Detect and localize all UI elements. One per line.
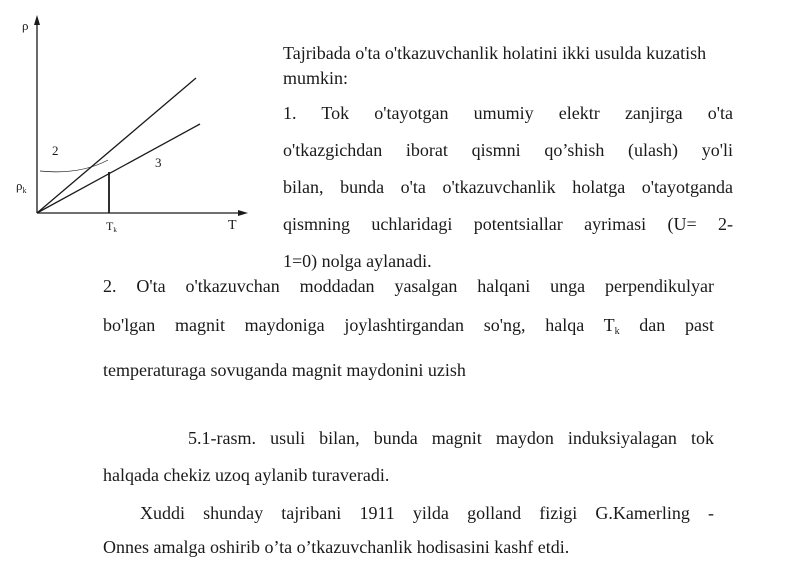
y-axis-arrow-icon [34,15,40,25]
method-1-line: 1=0) nolga aylanadi. [283,251,432,271]
x-axis-arrow-icon [238,210,248,216]
right-text-column [283,41,733,280]
method-2-line: 2. O'ta o'tkazuvchan moddadan yasalgan halqani unga perpendikulyar [103,276,714,296]
history-line: Xuddi shunday tajribani 1911 yilda golland fizigi G.Kamerling - [140,503,714,523]
curve-3-label: 3 [155,155,162,170]
x-axis-label: T [228,218,237,233]
method-1-line: 1. Tok o'tayotgan umumiy elektr zanjirga o'ta [283,103,733,123]
intro-paragraph: Tajribada o'ta o'tkazuvchanlik holatini ikki usulda kuzatish mumkin: [283,43,707,88]
method-2-line: bo'lgan magnit maydoniga joylashtirgandan so'ng, halqa $T_k$ dan past [103,315,715,337]
method-1-line: qismning uchlaridagi potentsiallar ayrimasi (U= 2- [283,214,733,234]
figure-caption-paragraph [103,420,714,494]
method-1-line: o'tkazgichdan iborat qismni qo’shish (ulash) yo'li [283,140,733,160]
curve-2-line [37,78,196,213]
caption-line: halqada chekiz uzoq aylanib turaveradi. [103,465,390,485]
method-1-line: bilan, bunda o'ta o'tkazuvchanlik holatga o'tayotganda [283,177,733,197]
tk-label: Tk [106,219,117,234]
resistivity-temperature-figure [0,0,260,240]
history-line: Onnes amalga oshirib o’ta o’tkazuvchanlik hodisasini kashf etdi. [103,537,570,557]
method-1-paragraph [283,95,733,280]
y-axis-label: ρ [22,18,29,33]
rho-k-label: $\rho_k$ [16,178,27,195]
curve-2-label: 2 [52,143,59,158]
method-2-paragraph [103,267,714,390]
history-paragraph [103,496,714,564]
caption-line: 5.1-rasm. usuli bilan, bunda magnit maydon induksiyalagan tok [188,428,714,448]
curve-3-line [37,124,200,213]
method-2-line: temperaturaga sovuganda magnit maydonini uzish [103,360,466,380]
